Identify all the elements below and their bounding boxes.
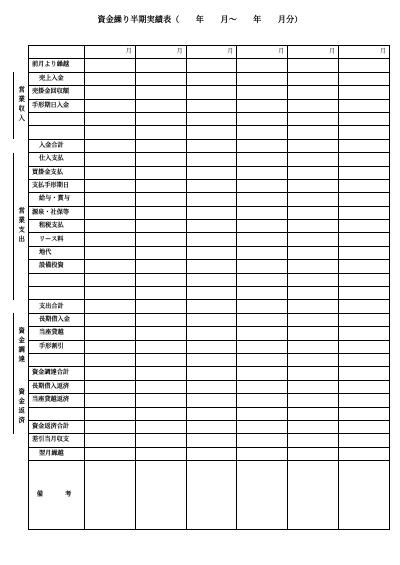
value-cell[interactable] [186,233,237,246]
value-cell[interactable] [288,220,339,233]
value-cell[interactable] [186,86,237,99]
value-cell[interactable] [135,112,186,125]
value-cell[interactable] [186,340,237,353]
value-cell[interactable] [85,206,136,219]
row-label-income_total: 入金合計 [29,139,85,152]
value-cell[interactable] [288,153,339,166]
value-cell[interactable] [135,300,186,313]
value-cell[interactable] [237,300,288,313]
table-row [14,273,390,286]
value-cell[interactable] [339,340,390,353]
row-label-rent: 地代 [29,246,85,259]
value-cell[interactable] [85,220,136,233]
value-cell[interactable] [85,153,136,166]
value-cell[interactable] [85,179,136,192]
table-row [14,193,390,206]
value-cell[interactable] [288,287,339,300]
value-cell[interactable] [288,112,339,125]
row-label-long_term_loan: 長期借入金 [29,313,85,326]
table-row [14,112,390,125]
value-cell[interactable] [237,59,288,72]
row-label-long_term_repay: 長期借入返済 [29,380,85,393]
value-cell[interactable] [135,179,186,192]
value-cell[interactable] [186,447,237,460]
value-cell[interactable] [237,434,288,447]
row-label-sales_receipt: 売上入金 [29,72,85,85]
group-label-text: 資金調達 [17,327,26,365]
value-cell[interactable] [237,246,288,259]
row-label-repayment_total: 資金返済合計 [29,420,85,433]
value-cell[interactable] [186,206,237,219]
value-cell[interactable] [237,99,288,112]
value-cell[interactable] [288,193,339,206]
month-header: 月 [135,46,186,59]
value-cell[interactable] [339,327,390,340]
table-row [14,139,390,152]
value-cell[interactable] [339,287,390,300]
row-label-payables: 買掛金支払 [29,166,85,179]
value-cell[interactable] [135,273,186,286]
value-cell[interactable] [288,353,339,366]
table-row [14,246,390,259]
value-cell[interactable] [288,86,339,99]
value-cell[interactable] [85,193,136,206]
value-cell[interactable] [85,434,136,447]
row-label-remarks: 備 考 [29,461,85,530]
value-cell[interactable] [135,367,186,380]
value-cell[interactable] [288,313,339,326]
value-cell[interactable] [85,233,136,246]
row-label-lease: リース料 [29,233,85,246]
value-cell[interactable] [135,233,186,246]
table-row [14,287,390,300]
row-label-bill_discount: 手形割引 [29,340,85,353]
value-cell[interactable] [288,461,339,530]
value-cell[interactable] [186,153,237,166]
value-cell[interactable] [135,313,186,326]
value-cell[interactable] [339,246,390,259]
value-cell[interactable] [135,59,186,72]
value-cell[interactable] [135,287,186,300]
value-cell[interactable] [186,313,237,326]
value-cell[interactable] [288,327,339,340]
spacer-cell [14,461,29,530]
value-cell[interactable] [85,287,136,300]
value-cell[interactable] [186,193,237,206]
table-row [14,166,390,179]
value-cell[interactable] [339,206,390,219]
value-cell[interactable] [186,139,237,152]
value-cell[interactable] [288,434,339,447]
spacer-cell [14,434,29,447]
spacer-cell [14,139,29,152]
value-cell[interactable] [288,166,339,179]
table-row [14,86,390,99]
row-label-expense_total: 支出合計 [29,300,85,313]
value-cell[interactable] [135,139,186,152]
value-cell[interactable] [85,340,136,353]
row-label-overdraft: 当座貸越 [29,327,85,340]
group-label-financing [14,313,29,380]
value-cell[interactable] [237,394,288,407]
value-cell[interactable] [288,273,339,286]
value-cell[interactable] [135,206,186,219]
table-row [14,233,390,246]
spacer-cell [14,300,29,313]
value-cell[interactable] [339,353,390,366]
value-cell[interactable] [85,394,136,407]
value-cell[interactable] [186,434,237,447]
group-label-text: 資金返済 [17,387,26,426]
value-cell[interactable] [339,380,390,393]
value-cell[interactable] [288,59,339,72]
value-cell[interactable] [339,99,390,112]
value-cell[interactable] [237,327,288,340]
group-label-text: 営業収入 [17,86,26,124]
table-row [14,447,390,460]
value-cell[interactable] [135,99,186,112]
value-cell[interactable] [339,367,390,380]
value-cell[interactable] [135,340,186,353]
value-cell[interactable] [339,313,390,326]
value-cell[interactable] [186,287,237,300]
table-row [14,206,390,219]
value-cell[interactable] [85,447,136,460]
row-label-carry_over: 前月より繰越 [29,59,85,72]
value-cell[interactable] [186,179,237,192]
header-blank [29,46,85,59]
header-spacer [14,46,29,59]
value-cell[interactable] [339,139,390,152]
value-cell[interactable] [237,380,288,393]
row-label-next_carry: 翌月繰越 [29,447,85,460]
table-row [14,380,390,393]
row-label-receivables: 売掛金回収額 [29,86,85,99]
value-cell[interactable] [339,166,390,179]
value-cell[interactable] [85,260,136,273]
value-cell[interactable] [339,59,390,72]
row-label-capex: 設備投資 [29,260,85,273]
value-cell[interactable] [135,126,186,139]
value-cell[interactable] [237,287,288,300]
table-row [14,407,390,420]
value-cell[interactable] [339,461,390,530]
value-cell[interactable] [186,246,237,259]
table-row [14,220,390,233]
value-cell[interactable] [339,434,390,447]
value-cell[interactable] [85,313,136,326]
value-cell[interactable] [288,420,339,433]
table-row [14,327,390,340]
row-label-blank [29,273,85,286]
value-cell[interactable] [339,126,390,139]
value-cell[interactable] [237,420,288,433]
value-cell[interactable] [237,340,288,353]
month-header: 月 [237,46,288,59]
table-row [14,260,390,273]
value-cell[interactable] [186,367,237,380]
row-label-blank [29,353,85,366]
value-cell[interactable] [237,139,288,152]
table-row [14,99,390,112]
value-cell[interactable] [339,193,390,206]
value-cell[interactable] [288,447,339,460]
value-cell[interactable] [288,394,339,407]
value-cell[interactable] [135,353,186,366]
value-cell[interactable] [288,260,339,273]
table-row [14,300,390,313]
value-cell[interactable] [339,407,390,420]
value-cell[interactable] [135,461,186,530]
value-cell[interactable] [135,380,186,393]
value-cell[interactable] [237,260,288,273]
value-cell[interactable] [186,380,237,393]
group-label-repayment [14,380,29,434]
row-label-taxes: 租税支払 [29,220,85,233]
value-cell[interactable] [339,72,390,85]
value-cell[interactable] [288,206,339,219]
value-cell[interactable] [186,420,237,433]
month-header: 月 [85,46,136,59]
value-cell[interactable] [339,260,390,273]
value-cell[interactable] [288,139,339,152]
value-cell[interactable] [288,407,339,420]
row-label-notes_due: 手形期日入金 [29,99,85,112]
value-cell[interactable] [237,461,288,530]
month-header: 月 [186,46,237,59]
value-cell[interactable] [135,447,186,460]
value-cell[interactable] [85,86,136,99]
value-cell[interactable] [85,300,136,313]
month-header: 月 [288,46,339,59]
value-cell[interactable] [85,112,136,125]
value-cell[interactable] [186,112,237,125]
value-cell[interactable] [288,126,339,139]
row-label-blank [29,126,85,139]
value-cell[interactable] [85,126,136,139]
value-cell[interactable] [237,153,288,166]
value-cell[interactable] [339,233,390,246]
group-label-text: 営業支出 [17,206,26,245]
value-cell[interactable] [237,367,288,380]
value-cell[interactable] [186,327,237,340]
value-cell[interactable] [237,166,288,179]
group-label-sales_expense [14,153,29,300]
table-row [14,340,390,353]
row-label-financing_total: 資金調達合計 [29,367,85,380]
value-cell[interactable] [135,434,186,447]
value-cell[interactable] [135,72,186,85]
value-cell[interactable] [237,126,288,139]
value-cell[interactable] [339,179,390,192]
value-cell[interactable] [186,72,237,85]
spacer-cell [14,59,29,72]
value-cell[interactable] [237,220,288,233]
value-cell[interactable] [135,246,186,259]
row-label-purchase_payment: 仕入支払 [29,153,85,166]
value-cell[interactable] [339,112,390,125]
value-cell[interactable] [288,300,339,313]
value-cell[interactable] [186,260,237,273]
value-cell[interactable] [237,233,288,246]
value-cell[interactable] [186,220,237,233]
month-header: 月 [339,46,390,59]
value-cell[interactable] [186,99,237,112]
value-cell[interactable] [135,327,186,340]
table-row [14,394,390,407]
row-label-overdraft_repay: 当座貸越返済 [29,394,85,407]
value-cell[interactable] [288,99,339,112]
value-cell[interactable] [288,246,339,259]
header-row [14,46,390,59]
value-cell[interactable] [237,179,288,192]
value-cell[interactable] [339,220,390,233]
value-cell[interactable] [135,153,186,166]
value-cell[interactable] [339,420,390,433]
value-cell[interactable] [186,166,237,179]
cashflow-table [13,45,390,530]
table-row [14,153,390,166]
value-cell[interactable] [288,72,339,85]
value-cell[interactable] [85,353,136,366]
value-cell[interactable] [186,461,237,530]
row-label-blank [29,407,85,420]
value-cell[interactable] [339,153,390,166]
value-cell[interactable] [237,72,288,85]
value-cell[interactable] [237,353,288,366]
value-cell[interactable] [85,380,136,393]
value-cell[interactable] [237,193,288,206]
table-row [14,59,390,72]
value-cell[interactable] [288,340,339,353]
value-cell[interactable] [288,367,339,380]
value-cell[interactable] [135,166,186,179]
value-cell[interactable] [339,394,390,407]
row-label-withholding: 源泉・社保等 [29,206,85,219]
value-cell[interactable] [85,327,136,340]
value-cell[interactable] [237,407,288,420]
value-cell[interactable] [288,380,339,393]
value-cell[interactable] [186,394,237,407]
value-cell[interactable] [339,447,390,460]
value-cell[interactable] [186,353,237,366]
value-cell[interactable] [85,139,136,152]
value-cell[interactable] [85,367,136,380]
table-row [14,179,390,192]
value-cell[interactable] [135,193,186,206]
value-cell[interactable] [237,112,288,125]
value-cell[interactable] [339,273,390,286]
value-cell[interactable] [186,273,237,286]
value-cell[interactable] [237,206,288,219]
value-cell[interactable] [85,59,136,72]
row-label-blank [29,112,85,125]
value-cell[interactable] [237,86,288,99]
value-cell[interactable] [135,420,186,433]
value-cell[interactable] [85,72,136,85]
value-cell[interactable] [85,407,136,420]
table-row [14,72,390,85]
value-cell[interactable] [339,86,390,99]
table-row [14,420,390,433]
value-cell[interactable] [237,273,288,286]
value-cell[interactable] [85,99,136,112]
value-cell[interactable] [85,166,136,179]
value-cell[interactable] [135,407,186,420]
table-row [14,367,390,380]
value-cell[interactable] [85,246,136,259]
value-cell[interactable] [339,300,390,313]
value-cell[interactable] [85,273,136,286]
row-label-salaries: 給与・賞与 [29,193,85,206]
group-label-sales_income [14,72,29,139]
value-cell[interactable] [85,461,136,530]
value-cell[interactable] [135,260,186,273]
value-cell[interactable] [135,86,186,99]
value-cell[interactable] [186,126,237,139]
value-cell[interactable] [186,59,237,72]
row-label-blank [29,287,85,300]
value-cell[interactable] [237,313,288,326]
value-cell[interactable] [85,420,136,433]
page-title: 資金繰り半期実績表（ 年 月〜 年 月分） [97,15,303,24]
row-label-net_balance: 差引当月収支 [29,434,85,447]
table-row [14,313,390,326]
value-cell[interactable] [237,447,288,460]
table-row [14,353,390,366]
row-label-notes_payment: 支払手形期日 [29,179,85,192]
value-cell[interactable] [186,300,237,313]
table-row [14,461,390,530]
value-cell[interactable] [135,394,186,407]
value-cell[interactable] [186,407,237,420]
table-row [14,126,390,139]
value-cell[interactable] [288,233,339,246]
table-row [14,434,390,447]
spacer-cell [14,447,29,460]
value-cell[interactable] [135,220,186,233]
value-cell[interactable] [288,179,339,192]
